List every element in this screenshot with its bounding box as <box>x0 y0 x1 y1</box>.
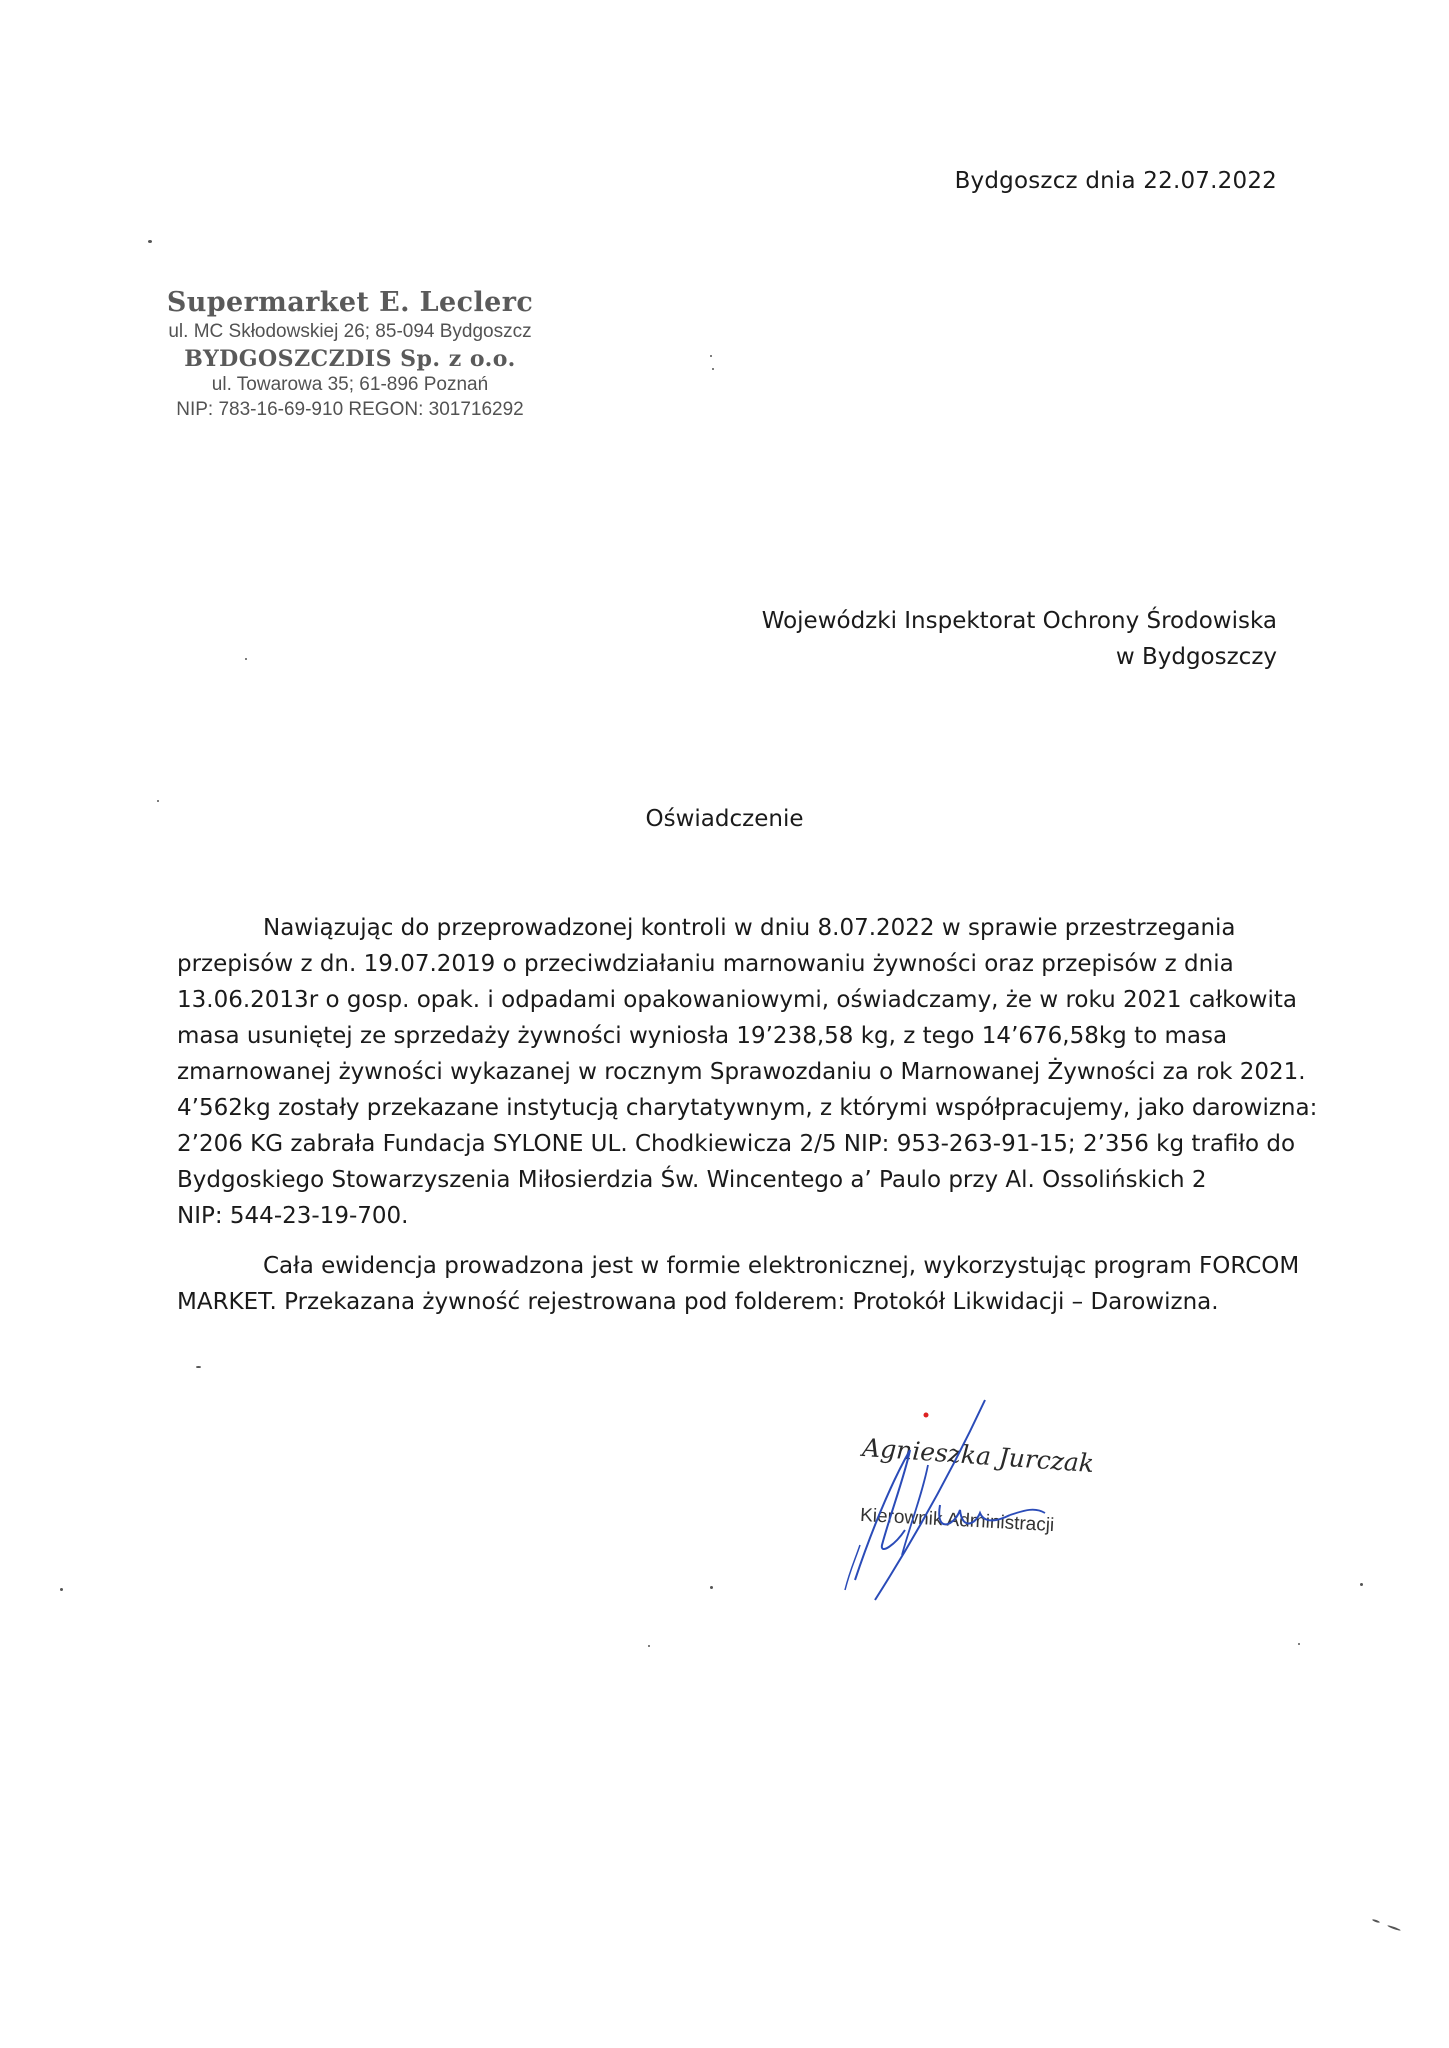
document-title: Oświadczenie <box>645 806 804 832</box>
recipient-block <box>762 603 1277 675</box>
recipient-line-2: w Bydgoszczy <box>1115 644 1277 670</box>
paragraph-1 <box>177 910 1318 1234</box>
paragraph-line: zmarnowanej żywności wykazanej w rocznym Sprawozdaniu o Marnowanej Żywności za rok 2021. <box>177 1059 1306 1085</box>
scan-speck <box>196 1366 201 1368</box>
paragraph-line: 2’206 KG zabrała Fundacja SYLONE UL. Chodkiewicza 2/5 NIP: 953-263-91-15; 2’356 kg trafiło do <box>177 1131 1296 1157</box>
paragraph-2 <box>177 1248 1300 1320</box>
scan-speck <box>245 658 247 660</box>
paragraph-line: Cała ewidencja prowadzona jest w formie elektronicznej, wykorzystując program FORCOM <box>263 1253 1300 1279</box>
paragraph-line: MARKET. Przekazana żywność rejestrowana pod folderem: Protokół Likwidacji – Darowizna. <box>177 1289 1219 1315</box>
scan-speck <box>710 1586 713 1589</box>
sender-stamp <box>150 288 550 421</box>
scan-speck <box>648 1645 650 1647</box>
scan-speck <box>148 240 152 243</box>
paragraph-line: Nawiązując do przeprowadzonej kontroli w dniu 8.07.2022 w sprawie przestrzegania <box>263 915 1236 941</box>
stamp-company-name: BYDGOSZCZDIS Sp. z o.o. <box>184 345 516 372</box>
paragraph-line: przepisów z dn. 19.07.2019 o przeciwdziałaniu marnowaniu żywności oraz przepisów z dnia <box>177 951 1234 977</box>
paragraph-line: NIP: 544-23-19-700. <box>177 1203 409 1229</box>
paragraph-line: Bydgoskiego Stowarzyszenia Miłosierdzia Św. Wincentego a’ Paulo przy Al. Ossolińskich 2 <box>177 1167 1207 1193</box>
paragraph-line: 4’562kg zostały przekazane instytucją charytatywnym, z którymi współpracujemy, jako darowizna: <box>177 1095 1318 1121</box>
stamp-tax-ids: NIP: 783-16-69-910 REGON: 301716292 <box>176 398 524 420</box>
document-body <box>177 910 1318 1320</box>
stamp-store-name: Supermarket E. Leclerc <box>166 287 534 318</box>
stamp-company-address: ul. Towarowa 35; 61-896 Poznań <box>211 373 489 395</box>
scan-speck <box>1387 1925 1401 1932</box>
stamp-store-address: ul. MC Skłodowskiej 26; 85-094 Bydgoszcz <box>168 320 532 342</box>
scan-speck <box>710 355 712 357</box>
scan-speck <box>712 368 714 370</box>
signature-block <box>810 1395 1130 1605</box>
scan-speck <box>60 1588 63 1591</box>
scan-speck <box>157 800 159 802</box>
handwritten-signature-icon <box>810 1395 1130 1605</box>
paragraph-line: 13.06.2013r o gosp. opak. i odpadami opakowaniowymi, oświadczamy, że w roku 2021 całkowita <box>177 987 1297 1013</box>
scan-speck <box>1360 1583 1363 1586</box>
scan-speck <box>1298 1643 1300 1645</box>
recipient-line-1: Wojewódzki Inspektorat Ochrony Środowiska <box>761 608 1277 634</box>
date-line: Bydgoszcz dnia 22.07.2022 <box>954 168 1277 194</box>
signatory-role: Kierownik Administracji <box>859 1504 1055 1537</box>
signatory-name: Agnieszka Jurczak <box>861 1432 1095 1479</box>
paragraph-line: masa usuniętej ze sprzedaży żywności wyniosła 19’238,58 kg, z tego 14’676,58kg to masa <box>177 1023 1228 1049</box>
scan-speck <box>1372 1919 1380 1924</box>
